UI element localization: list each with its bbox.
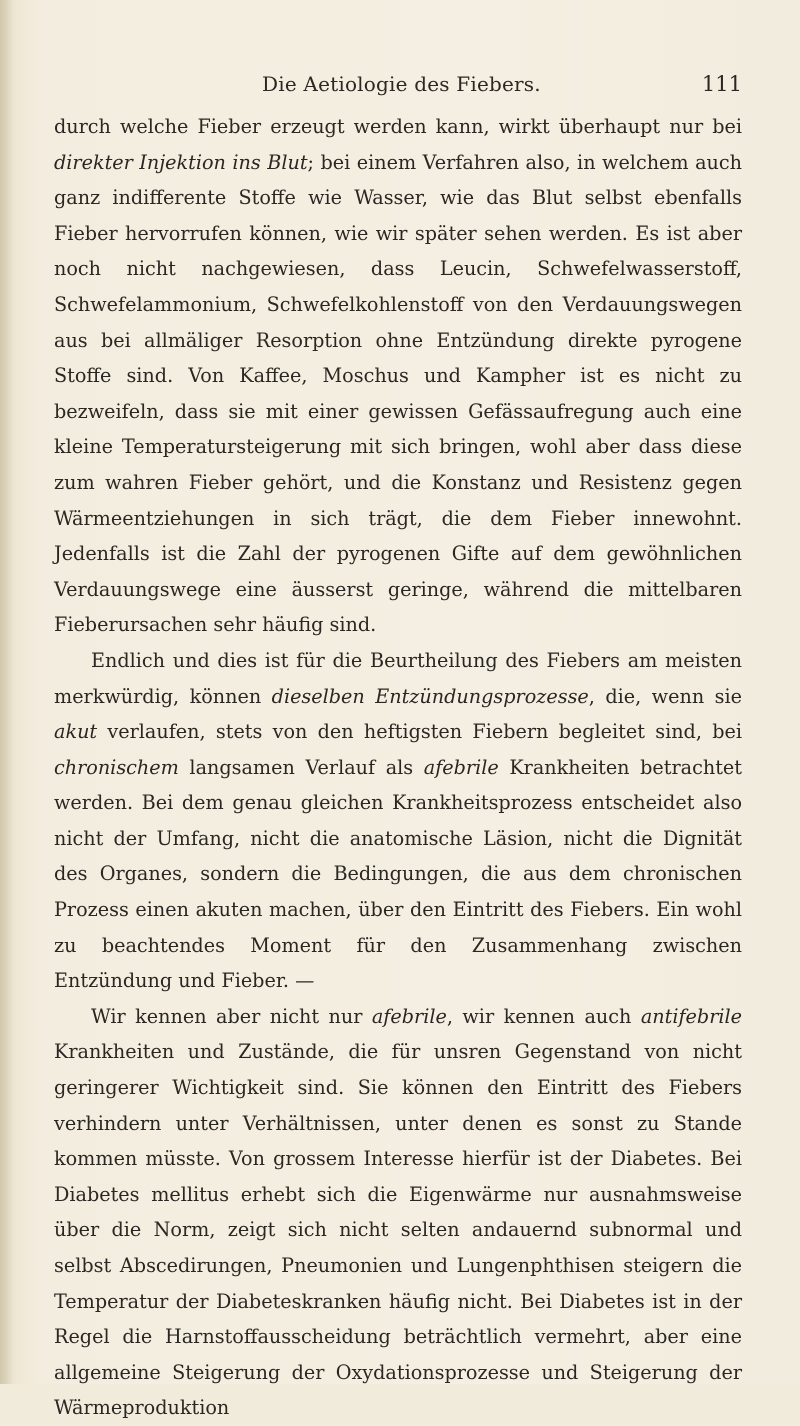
text-run: Endlich und dies ist für die Beurtheilung des Fiebers am meisten merkwürdig, können bbox=[54, 648, 742, 708]
emphasis-text: direkter Injektion ins Blut bbox=[54, 150, 308, 174]
text-run: Krankheiten betrachtet werden. Bei dem genau gleichen Krankheitsprozess entscheidet also nicht der Umfang, nicht die anatomische Läsion, nicht die Dignität des Organes, sondern die Bedingungen, die aus dem chronischen Prozess einen akuten machen, über den Eintritt des Fiebers. Ein wohl zu beachtendes Moment für den Zusammenhang zwischen Entzündung und Fieber. — bbox=[54, 755, 742, 993]
page-header bbox=[52, 72, 742, 106]
running-title: Die Aetiologie des Fiebers. bbox=[262, 72, 541, 96]
emphasis-text: dieselben Entzündungsprozesse bbox=[271, 684, 589, 708]
text-run: verlaufen, stets von den heftigsten Fiebern begleitet sind, bei bbox=[97, 720, 742, 744]
text-run: Wir kennen aber nicht nur bbox=[91, 1004, 372, 1028]
emphasis-text: chronischem bbox=[54, 755, 179, 779]
emphasis-text: antifebrile bbox=[640, 1004, 742, 1028]
text-run: Krankheiten und Zustände, die für unsren Gegenstand von nicht geringerer Wichtigkeit sind. Sie können den Eintritt des Fiebers verhindern unter Verhältnissen, unter denen es sonst zu Stande kommen müsste. Von grossem Interesse hierfür ist der Diabetes. Bei Diabetes mellitus erhebt sich die Eigenwärme nur ausnahmsweise über die Norm, zeigt sich nicht selten andauernd subnormal und selbst Abscedirungen, Pneumonien und Lungenphthisen steigern die Temperatur der Diabeteskranken häufig nicht. Bei Diabetes ist in der Regel die Harnstoffausscheidung beträchtlich vermehrt, aber eine allgemeine Steigerung der Oxydationsprozesse und Steigerung der Wärmeproduktion bbox=[54, 1040, 742, 1420]
text-run: langsamen Verlauf als bbox=[178, 755, 424, 779]
text-run: ; bei einem Verfahren also, in welchem auch ganz indifferente Stoffe wie Wasser, wie das Blut selbst ebenfalls Fieber hervorrufen können, wie wir später sehen werden. Es ist aber noch nicht nachgewiesen, dass Leucin, Schwefelwasserstoff, Schwefelammonium, Schwefelkohlenstoff von den Verdauungswegen aus bei allmäliger Resorption ohne Entzündung direkte pyrogene Stoffe sind. Von Kaffee, Moschus und Kampher ist es nicht zu bezweifeln, dass sie mit einer gewissen Gefässaufregung auch eine kleine Temperatursteigerung mit sich bringen, wohl aber dass diese zum wahren Fieber gehört, und die Konstanz und Resistenz gegen Wärmeentziehungen in sich trägt, die dem Fieber innewohnt. Jedenfalls ist die Zahl der pyrogenen Gifte auf dem gewöhnlichen Verdauungswege eine äusserst geringe, während die mittelbaren Fieberursachen sehr häufig sind. bbox=[54, 150, 742, 637]
paragraph-2 bbox=[54, 643, 742, 999]
paragraph-1 bbox=[54, 109, 742, 643]
body-text bbox=[54, 109, 742, 1426]
text-run: durch welche Fieber erzeugt werden kann, wirkt überhaupt nur bei bbox=[54, 115, 742, 138]
emphasis-text: akut bbox=[54, 720, 98, 744]
emphasis-text: afebrile bbox=[423, 755, 499, 779]
text-run: , wir kennen auch bbox=[446, 1004, 641, 1028]
text-run: , die, wenn sie bbox=[588, 684, 742, 708]
emphasis-text: afebrile bbox=[371, 1004, 447, 1028]
page-number: 111 bbox=[701, 72, 742, 96]
page-edge-shadow bbox=[0, 0, 14, 1384]
paragraph-3 bbox=[54, 999, 742, 1426]
